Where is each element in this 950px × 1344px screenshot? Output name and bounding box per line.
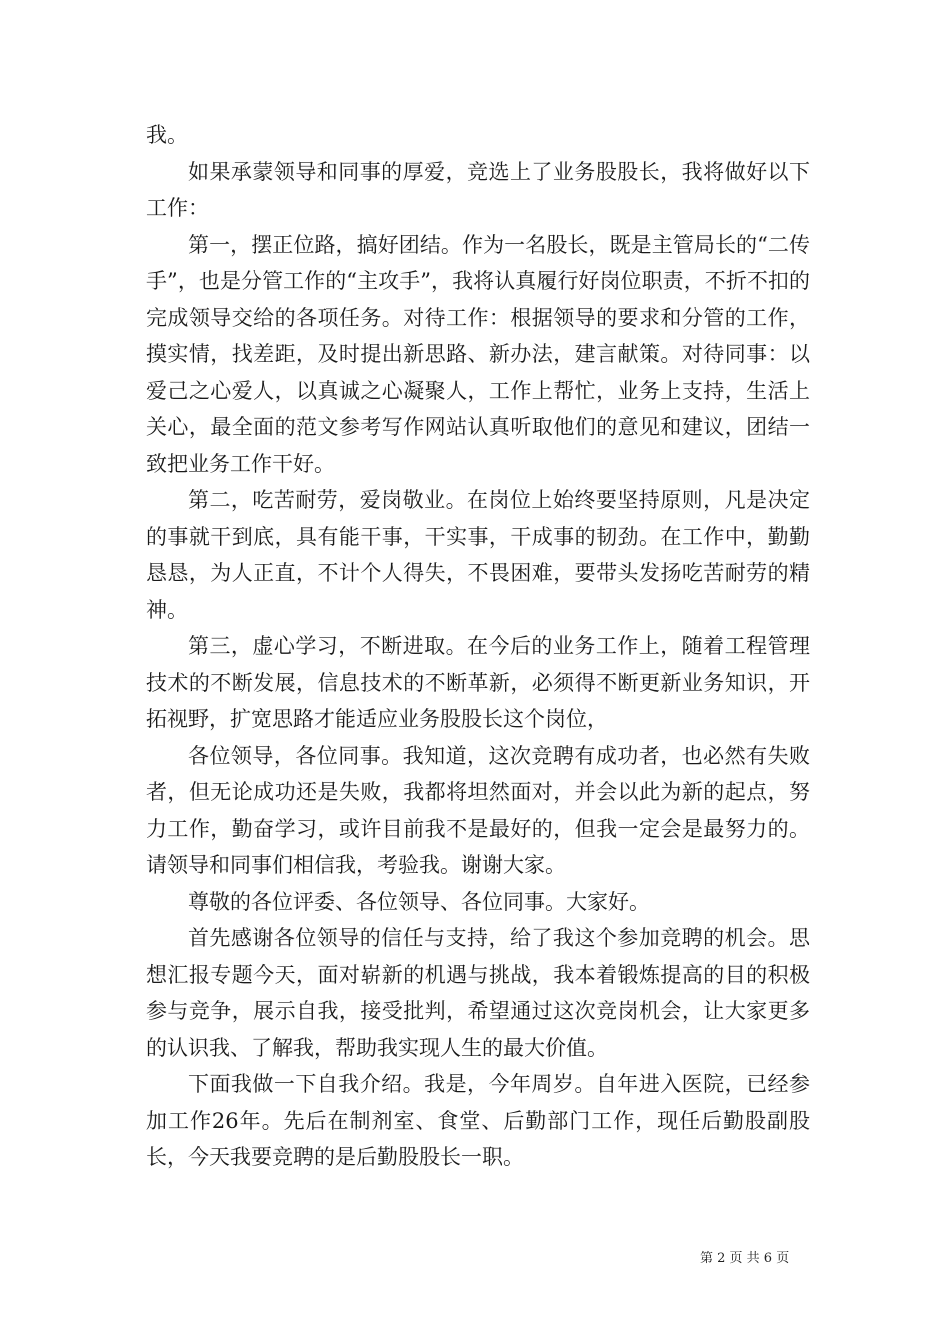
paragraph-third-point: 第三，虚心学习，不断进取。在今后的业务工作上，随着工程管理技术的不断发展，信息技术的不断革新，必须得不断更新业务知识，开拓视野，扩宽思路才能适应业务股股长这个岗位，	[146, 634, 810, 731]
paragraph-greeting: 尊敬的各位评委、各位领导、各位同事。大家好。	[188, 889, 650, 914]
document-body	[146, 117, 810, 1176]
paragraph-continuation: 我。	[146, 123, 188, 147]
page-number-footer: 第 2 页 共 6 页	[700, 1251, 790, 1266]
paragraph-thanks: 首先感谢各位领导的信任与支持，给了我这个参加竞聘的机会。思想汇报专题今天，面对崭新的机遇与挑战，我本着锻炼提高的目的积极参与竞争，展示自我，接受批判，希望通过这次竞岗机会，让大家更多的认识我、了解我，帮助我实现人生的最大价值。	[146, 926, 810, 1060]
paragraph-first-point: 第一，摆正位路，搞好团结。作为一名股长，既是主管局长的“二传手”，也是分管工作的“主攻手”，我将认真履行好岗位职责，不折不扣的完成领导交给的各项任务。对待工作：根据领导的要求和分管的工作，摸实情，找差距，及时提出新思路、新办法，建言献策。对待同事：以爱己之心爱人，以真诚之心凝聚人，工作上帮忙，业务上支持，生活上关心，最全面的范文参考写作网站认真听取他们的意见和建议，团结一致把业务工作干好。	[146, 232, 810, 476]
paragraph-closing: 各位领导，各位同事。我知道，这次竞聘有成功者，也必然有失败者，但无论成功还是失败，我都将坦然面对，并会以此为新的起点，努力工作，勤奋学习，或许目前我不是最好的，但我一定会是最努力的。请领导和同事们相信我，考验我。谢谢大家。	[146, 743, 810, 877]
paragraph-second-point: 第二，吃苦耐劳，爱岗敬业。在岗位上始终要坚持原则，凡是决定的事就干到底，具有能干事，干实事，干成事的韧劲。在工作中，勤勤恳恳，为人正直，不计个人得失，不畏困难，要带头发扬吃苦耐劳的精神。	[146, 488, 810, 622]
paragraph-intro: 如果承蒙领导和同事的厚爱，竞选上了业务股股长，我将做好以下工作：	[146, 159, 810, 220]
paragraph-self-intro: 下面我做一下自我介绍。我是，今年周岁。自年进入医院，已经参加工作26年。先后在制剂室、食堂、后勤部门工作，现任后勤股副股长，今天我要竞聘的是后勤股股长一职。	[146, 1072, 810, 1169]
